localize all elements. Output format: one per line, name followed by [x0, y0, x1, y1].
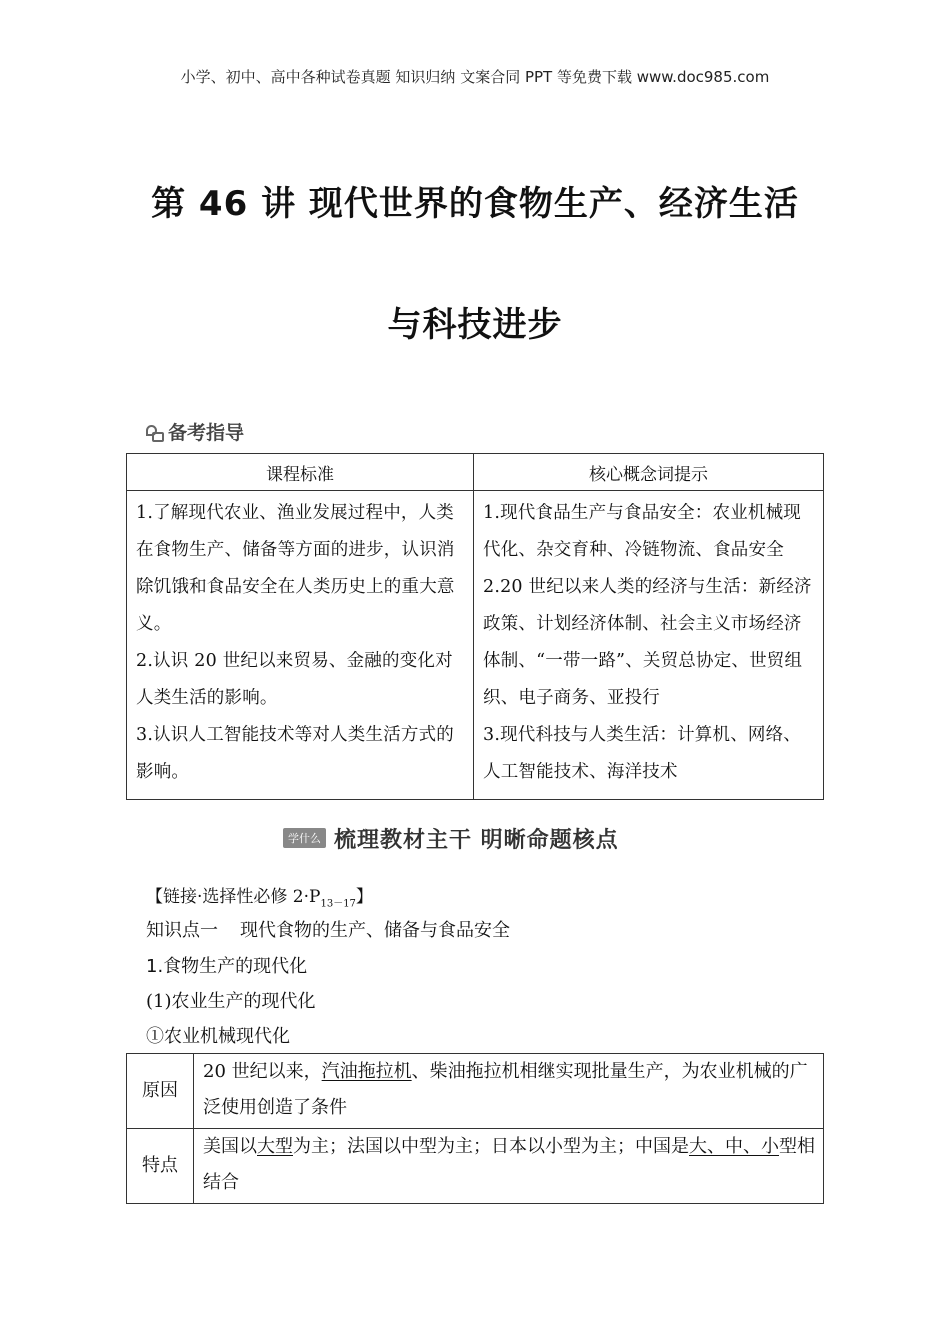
banner-text: 梳理教材主干 明晰命题核点 — [334, 827, 619, 853]
table-row — [127, 1129, 824, 1204]
concept-item: 3.现代科技与人类生活：计算机、网络、人工智能技术、海洋技术 — [483, 725, 801, 782]
textbook-link: 【链接·选择性必修 $2\cdot P_{13-17}$】 — [146, 887, 373, 910]
standards-cell — [127, 491, 474, 800]
page-title-line1: 第 46 讲 现代世界的食物生产、经济生活 — [151, 184, 799, 224]
standard-item: 2.认识 20 世纪以来贸易、金融的变化对人类生活的影响。 — [136, 651, 453, 708]
section-banner — [283, 822, 619, 854]
section-heading: 1.食物生产的现代化 — [146, 956, 308, 977]
mechanization-table — [126, 1053, 824, 1204]
knowledge-point-heading: 知识点一 现代食物的生产、储备与食品安全 — [146, 920, 510, 941]
row-text-cause: 20 世纪以来，汽油拖拉机、柴油拖拉机相继实现批量生产，为农业机械的广泛使用创造了条件 — [194, 1054, 824, 1129]
standard-item: 1.了解现代农业、渔业发展过程中，人类在食物生产、储备等方面的进步，认识消除饥饿和食品安全在人类历史上的重大意义。 — [136, 503, 455, 634]
curriculum-standards-table — [126, 453, 824, 800]
banner-tag: 学什么 — [283, 828, 326, 848]
table-row — [127, 1054, 824, 1129]
page-title-line2: 与科技进步 — [387, 305, 563, 345]
guide-icon — [146, 423, 164, 441]
item-heading: ①农业机械现代化 — [146, 1026, 290, 1047]
row-text-features: 美国以大型为主；法国以中型为主；日本以小型为主；中国是大、中、小型相结合 — [194, 1129, 824, 1204]
col-header-standards: 课程标准 — [127, 454, 474, 491]
exam-guide-heading — [146, 418, 244, 445]
row-label-cause: 原因 — [127, 1054, 194, 1129]
concept-item: 1.现代食品生产与食品安全：农业机械现代化、杂交育种、冷链物流、食品安全 — [483, 503, 801, 560]
page-header: 小学、初中、高中各种试卷真题 知识归纳 文案合同 PPT 等免费下载 www.doc985.com — [180, 68, 770, 86]
subsection-heading: (1)农业生产的现代化 — [146, 991, 316, 1012]
exam-guide-label: 备考指导 — [168, 422, 245, 444]
standard-item: 3.认识人工智能技术等对人类生活方式的影响。 — [136, 725, 454, 782]
row-label-features: 特点 — [127, 1129, 194, 1204]
concepts-cell — [474, 491, 824, 800]
col-header-concepts: 核心概念词提示 — [474, 454, 824, 491]
concept-item: 2.20 世纪以来人类的经济与生活：新经济政策、计划经济体制、社会主义市场经济体制、“一带一路”、关贸总协定、世贸组织、电子商务、亚投行 — [483, 577, 812, 708]
